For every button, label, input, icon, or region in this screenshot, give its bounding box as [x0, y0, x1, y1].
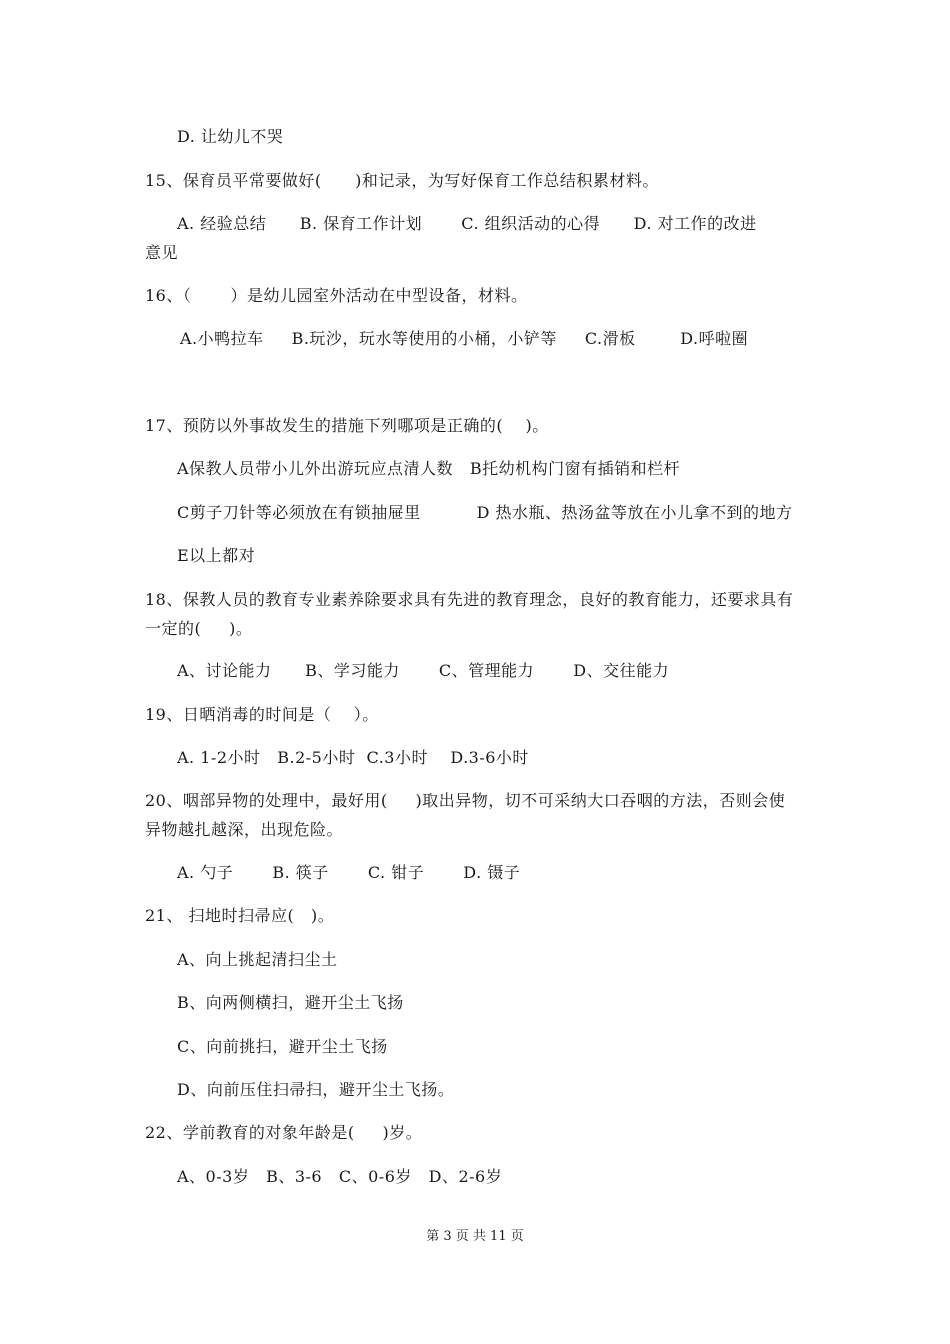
q22-stem: 22、学前教育的对象年龄是( )岁。 — [145, 1123, 423, 1142]
q20-options: A. 勺子 B. 筷子 C. 钳子 D. 镊子 — [177, 863, 521, 882]
q15-options: A. 经验总结 B. 保育工作计划 C. 组织活动的心得 D. 对工作的改进 — [177, 214, 757, 233]
q14-option-d: D. 让幼儿不哭 — [177, 127, 284, 146]
q16-options: A.小鸭拉车 B.玩沙，玩水等使用的小桶，小铲等 C.滑板 D.呼啦圈 — [180, 329, 749, 348]
q21-option-c: C、向前挑扫，避开尘土飞扬 — [177, 1037, 388, 1056]
page-number-footer: 第 3 页 共 11 页 — [426, 1229, 524, 1244]
q17-stem: 17、预防以外事故发生的措施下列哪项是正确的( )。 — [145, 416, 549, 435]
q15-stem: 15、保育员平常要做好( )和记录，为写好保育工作总结积累材料。 — [145, 171, 659, 190]
q21-option-b: B、向两侧横扫，避开尘土飞扬 — [177, 993, 404, 1012]
q15-options-wrap: 意见 — [145, 243, 179, 262]
q20-stem: 20、咽部异物的处理中，最好用( )取出异物，切不可采纳大口吞咽的方法，否则会使 — [145, 791, 786, 810]
q21-stem: 21、 扫地时扫帚应( )。 — [145, 906, 335, 925]
q19-stem: 19、日晒消毒的时间是（ ）。 — [145, 705, 379, 724]
q19-options: A. 1-2小时 B.2-5小时 C.3小时 D.3-6小时 — [177, 748, 529, 767]
q21-option-a: A、向上挑起清扫尘土 — [177, 950, 338, 969]
q17-option-e: E以上都对 — [177, 546, 256, 565]
q21-option-d: D、向前压住扫帚扫，避开尘土飞扬。 — [177, 1080, 455, 1099]
q18-options: A、讨论能力 B、学习能力 C、管理能力 D、交往能力 — [177, 661, 670, 680]
q18-stem: 18、保教人员的教育专业素养除要求具有先进的教育理念，良好的教育能力，还要求具有 — [145, 590, 794, 609]
q17-options-ab: A保教人员带小儿外出游玩应点清人数 B托幼机构门窗有插销和栏杆 — [177, 459, 681, 478]
q17-options-cd: C剪子刀针等必须放在有锁抽屉里 D 热水瓶、热汤盆等放在小儿拿不到的地方 — [177, 503, 793, 522]
q16-stem: 16、（ ）是幼儿园室外活动在中型设备，材料。 — [145, 286, 528, 305]
q22-options: A、0-3岁 B、3-6 C、0-6岁 D、2-6岁 — [177, 1167, 503, 1186]
q20-stem-wrap: 异物越扎越深，出现危险。 — [145, 820, 344, 839]
q18-stem-wrap: 一定的( )。 — [145, 619, 253, 638]
